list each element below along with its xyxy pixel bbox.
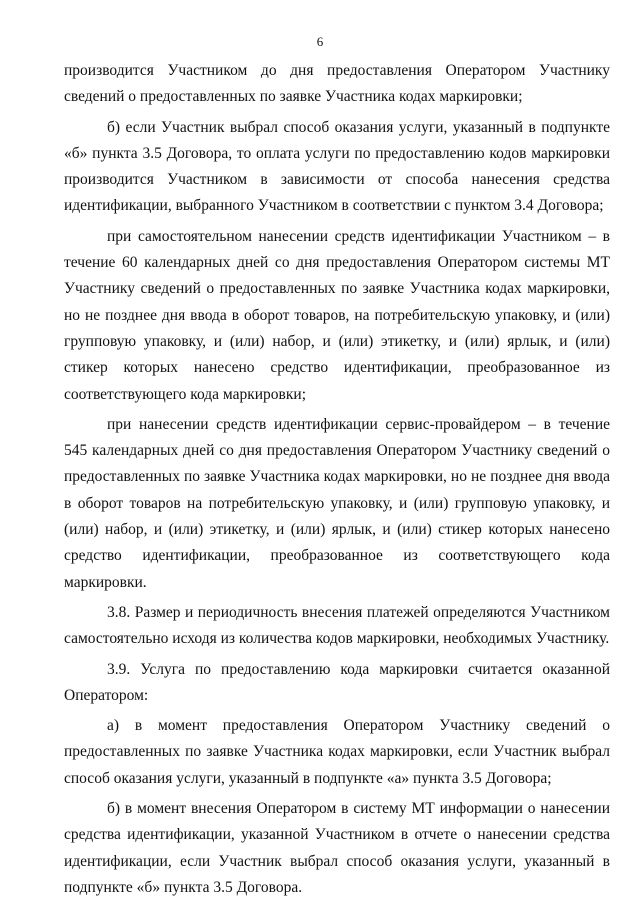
paragraph-3-9: 3.9. Услуга по предоставлению кода маркировки считается оказанной Оператором:	[64, 660, 610, 704]
paragraph-service-provider: при нанесении средств идентификации сервис-провайдером – в течение 545 календарных дней со дня предоставления Оператором Участнику сведений о предоставленных по заявке Участника кодах маркировки, но не позднее дня ввода в оборот товаров на потребительскую упаковку, и (или) групповую упаковку, и (или) набор, и (или) этикетку, и (или) ярлык, и (или) стикер которых нанесено средство идентификации, преобразованное из соответствующего кода маркировки.	[64, 415, 610, 591]
paragraph-continuation: производится Участником до дня предоставления Оператором Участнику сведений о предоставленных по заявке Участника кодах маркировки;	[64, 62, 610, 106]
paragraph-3-8: 3.8. Размер и периодичность внесения платежей определяются Участником самостоятельно исходя из количества кодов маркировки, необходимых Участнику.	[64, 603, 610, 648]
page-number: 6	[316, 34, 324, 49]
paragraph-3-9-a: а) в момент предоставления Оператором Участнику сведений о предоставленных по заявке Участника кодах маркировки, если Участник выбрал способ оказания услуги, указанный в подпункте «а» пункта 3.5 Договора;	[64, 717, 610, 787]
document-body	[64, 58, 610, 901]
paragraph-subpoint-b: б) если Участник выбрал способ оказания услуги, указанный в подпункте «б» пункта 3.5 Договора, то оплата услуги по предоставлению кодов маркировки производится Участником в зависимости от способа нанесения средства идентификации, выбранного Участником в соответствии с пунктом 3.4 Договора;	[64, 118, 610, 215]
paragraph-3-9-b: б) в момент внесения Оператором в систему МТ информации о нанесении средства идентификации, указанной Участником в отчете о нанесении средства идентификации, если Участник выбрал способ оказания услуги, указанный в подпункте «б» пункта 3.5 Договора.	[64, 800, 610, 896]
paragraph-self-application: при самостоятельном нанесении средств идентификации Участником – в течение 60 календарных дней со дня предоставления Оператором системы МТ Участнику сведений о предоставленных по заявке Участника кодах маркировки, но не позднее дня ввода в оборот товаров, на потребительскую упаковку, и (или) групповую упаковку, и (или) набор, и (или) этикетку, и (или) ярлык, и (или) стикер которых нанесено средство идентификации, преобразованное из соответствующего кода маркировки;	[64, 227, 610, 403]
